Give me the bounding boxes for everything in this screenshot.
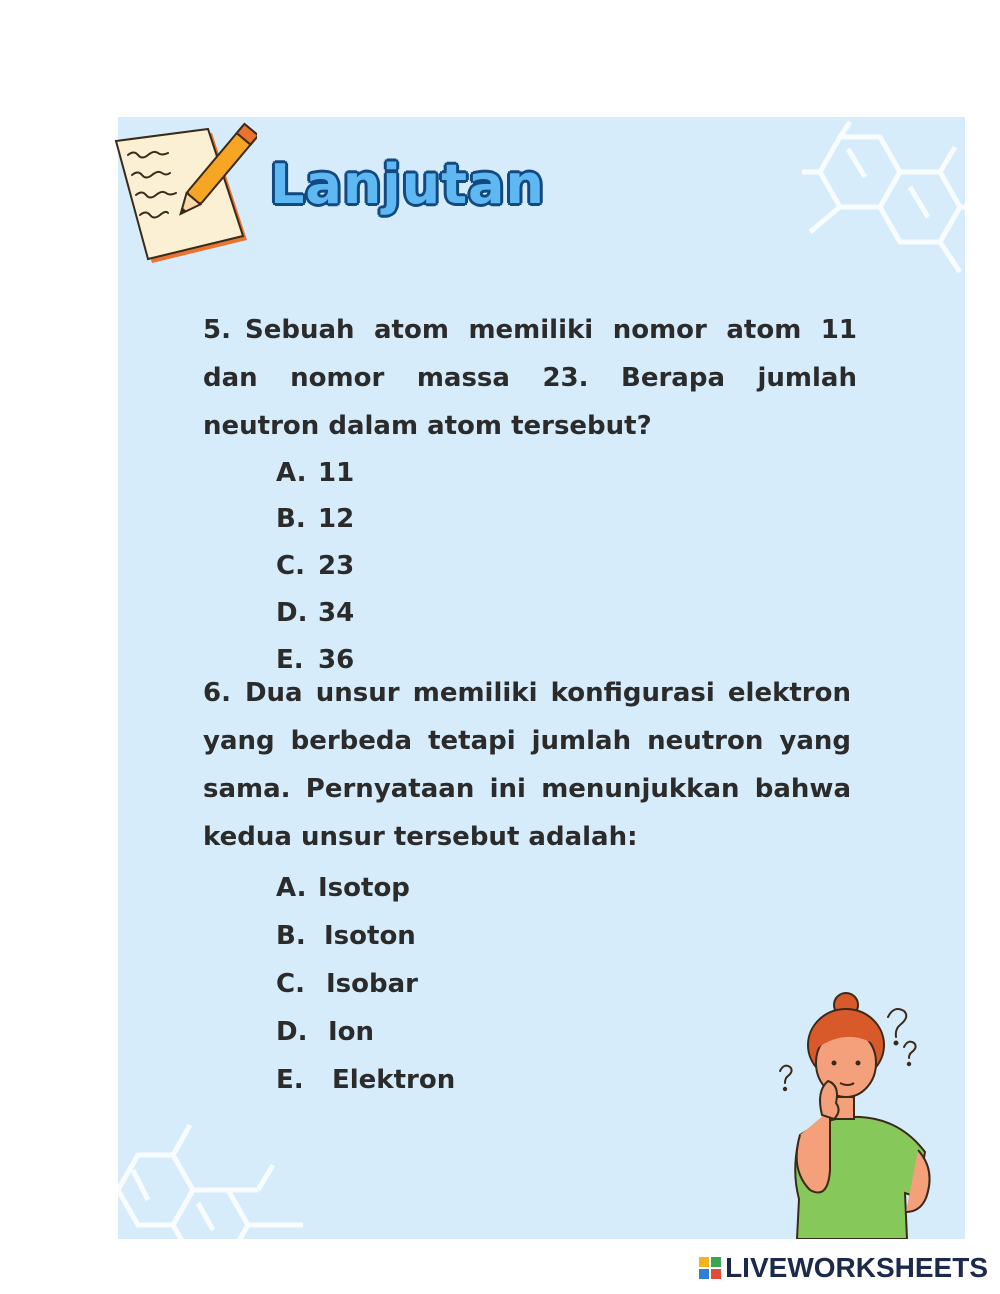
option-6c[interactable] [276,964,418,1004]
option-letter: A. [276,458,307,488]
option-5b[interactable] [276,499,354,539]
option-5d[interactable] [276,593,354,633]
option-text: 34 [318,598,355,628]
hexagon-pattern-top-right [790,117,965,277]
option-5a[interactable] [276,453,354,493]
notebook-pencil-icon [112,115,257,270]
option-text: Elektron [332,1065,456,1095]
option-5c[interactable] [276,546,354,586]
option-letter: A. [276,873,307,903]
option-6b[interactable] [276,916,416,956]
option-letter: B. [276,504,306,534]
question-body: Dua unsur memiliki konfigurasi elektron yang berbeda tetapi jumlah neutron yang sama. Pernyataan ini menunjukkan bahwa kedua unsur tersebut adalah: [203,678,851,852]
option-text: 11 [318,458,355,488]
option-text: Ion [328,1017,375,1047]
option-6d[interactable] [276,1012,374,1052]
option-letter: C. [276,969,305,999]
question-6-text [203,669,851,861]
question-body: Sebuah atom memiliki nomor atom 11 dan nomor massa 23. Berapa jumlah neutron dalam atom tersebut? [203,315,857,441]
question-5-text [203,306,857,450]
option-text: Isoton [324,921,416,951]
option-text: 23 [318,551,355,581]
option-letter: D. [276,598,308,628]
liveworksheets-wordmark: LIVEWORKSHEETS [725,1252,988,1283]
liveworksheets-branding [699,1252,988,1284]
option-text: 36 [318,645,355,675]
option-letter: C. [276,551,305,581]
option-text: 12 [318,504,355,534]
option-text: Isotop [318,873,410,903]
option-letter: E. [276,645,304,675]
option-letter: E. [276,1065,304,1095]
thinking-girl-illustration [770,985,950,1239]
liveworksheets-logo-icon [699,1257,721,1279]
option-6e[interactable] [276,1060,455,1100]
option-6a[interactable] [276,868,410,908]
option-text: Isobar [326,969,418,999]
option-letter: B. [276,921,306,951]
question-number: 5. [203,315,231,345]
page-title: Lanjutan [270,153,545,216]
question-number: 6. [203,678,231,708]
hexagon-pattern-bottom-left [118,1115,318,1239]
option-letter: D. [276,1017,308,1047]
